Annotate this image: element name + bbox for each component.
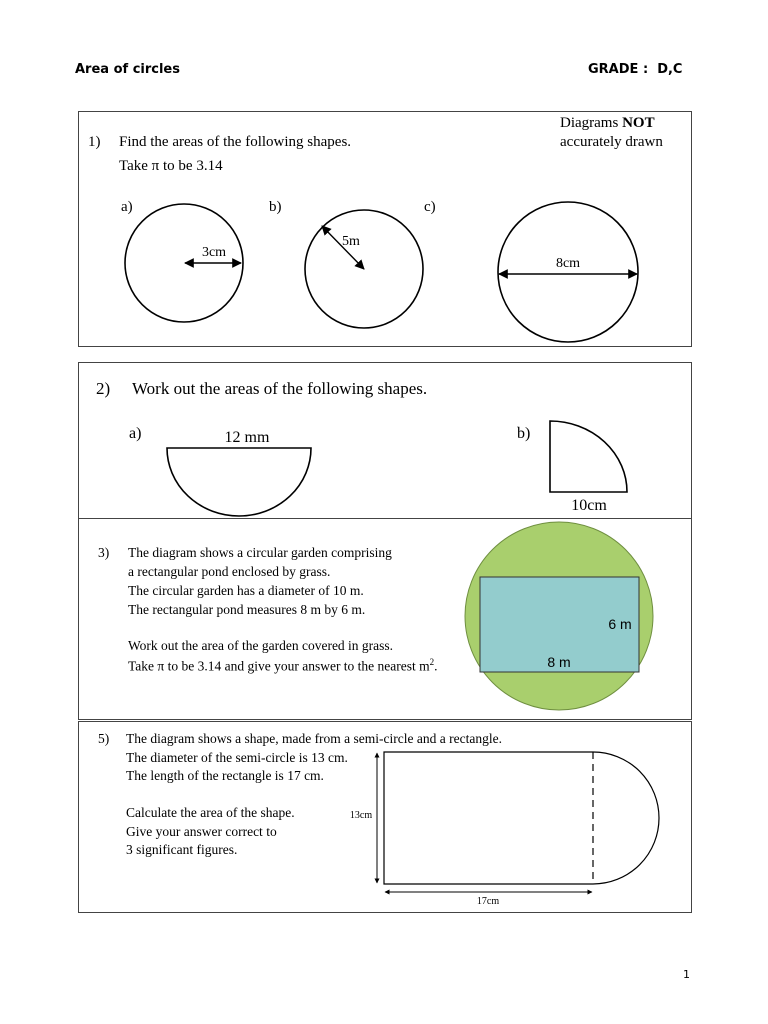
q1-diagrams — [79, 112, 691, 346]
q1c-label: c) — [424, 199, 436, 215]
q3-diagram — [79, 519, 691, 719]
q3-pond-height: 6 m — [608, 616, 632, 632]
q5-height-label: 13cm — [349, 810, 373, 821]
q1-number: 1) — [88, 134, 101, 150]
q3-task: Work out the area of the garden covered in grass. — [128, 638, 394, 653]
q2a-measure: 12 mm — [224, 429, 270, 446]
q5-diagram — [79, 722, 691, 912]
q5-line-3: The length of the rectangle is 17 cm. — [126, 768, 324, 783]
q1c-measure: 8cm — [555, 256, 581, 271]
q1c-circle — [498, 202, 638, 342]
question-3-panel — [78, 518, 692, 720]
q5-task-3: 3 significant figures. — [126, 842, 238, 857]
q5-length-label: 17cm — [476, 896, 500, 907]
q2-number: 2) — [96, 379, 111, 398]
q1a-label: a) — [121, 199, 133, 215]
q5-task-2: Give your answer correct to — [126, 824, 277, 839]
q1a-measure: 3cm — [201, 245, 227, 260]
q2a-semicircle — [167, 448, 311, 516]
q1-take-pi: Take π to be 3.14 — [119, 158, 223, 174]
page-number: 1 — [683, 968, 690, 981]
q3-line-3: The circular garden has a diameter of 10 m. — [128, 583, 364, 598]
q1-note-line1: Diagrams NOT — [560, 115, 655, 131]
q3-pond-width: 8 m — [547, 654, 571, 670]
q1b-label: b) — [269, 199, 282, 215]
q5-line-1: The diagram shows a shape, made from a semi-circle and a rectangle. — [126, 731, 502, 746]
q5-task-1: Calculate the area of the shape. — [126, 805, 295, 820]
q3-line-4: The rectangular pond measures 8 m by 6 m. — [128, 602, 366, 617]
q3-line-2: a rectangular pond enclosed by grass. — [128, 564, 331, 579]
q3-line-1: The diagram shows a circular garden comprising — [128, 545, 392, 560]
q2a-label: a) — [129, 425, 142, 442]
q1-note-line2: accurately drawn — [560, 134, 663, 150]
question-1-panel — [78, 111, 692, 347]
q2b-measure: 10cm — [571, 497, 607, 514]
q1-prompt: Find the areas of the following shapes. — [119, 134, 352, 150]
q3-number: 3) — [98, 545, 110, 560]
question-5-panel — [78, 721, 692, 913]
q2b-label: b) — [517, 425, 531, 442]
page-title: Area of circles — [75, 62, 180, 77]
grade-label: GRADE : D,C — [588, 62, 683, 77]
q2b-quarter-circle — [550, 421, 627, 492]
q1b-measure: 5m — [342, 234, 360, 249]
q5-line-2: The diameter of the semi-circle is 13 cm. — [126, 750, 348, 765]
q5-number: 5) — [98, 731, 110, 746]
question-2-panel — [78, 362, 692, 522]
q2-diagrams — [79, 363, 691, 521]
q5-shape-outline — [384, 752, 659, 884]
q3-take-pi: Take π to be 3.14 and give your answer to the nearest $m^2$. — [128, 657, 438, 674]
q2-prompt: Work out the areas of the following shapes. — [132, 379, 428, 398]
